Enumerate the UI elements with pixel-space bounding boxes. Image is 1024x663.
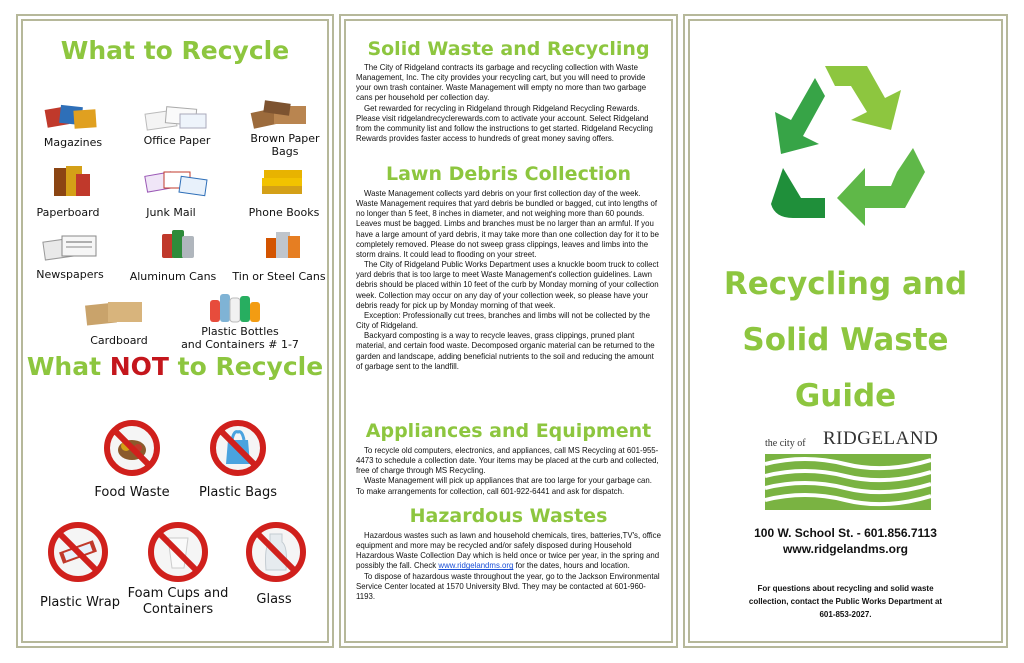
plastic-bags-label: Plastic Bags [198,485,278,500]
paperboard-label: Paperboard [36,206,100,219]
plastic-bags-ban-icon [208,418,268,478]
hazardous-text: Hazardous wastes such as lawn and household chemicals, tires, batteries,TV's, office equipment and more may be recycled and/or safely disposed during Household Hazardous Waste Collection Day which is held once or twice per year, in the spring and possibly the fall. Check www.ridgelandms.org for the dates, hours and location. To dispose of hazardous waste throughout the year, go to the Jackson Environmental Service Center located at 1570 University Blvd. They may be contacted at 601-960-1193. [356,531,661,601]
glass-ban-icon [244,520,308,584]
appliances-text: To recycle old computers, electronics, and appliances, call MS Recycling at 601-955-4473 to schedule a collection date. Your items may be placed at the curb and collected, free of charge through MS Recycling. Waste Management will pick up appliances that are too large for your garbage can. To make arrangements for collection, call 601-922-6441 and ask for dispatch. [356,446,659,496]
what-to-recycle-title: What to Recycle [60,36,290,65]
food-waste-ban-icon [102,418,162,478]
junk-mail-image [144,168,208,198]
information-panel [339,14,678,648]
foam-cups-label-line1: Foam Cups and [127,586,229,601]
brown-paper-bags-image [250,100,312,130]
cover-title-line2: Solid Waste [742,322,949,358]
solid-waste-heading: Solid Waste and Recycling [367,38,650,60]
plastic-bottles-label-line1: Plastic Bottles [201,325,279,338]
newspapers-image [42,232,102,262]
hazardous-heading: Hazardous Wastes [409,505,608,527]
address-text: 100 W. School St. - 601.856.7113 [754,526,937,540]
tin-steel-cans-label: Tin or Steel Cans [232,270,326,283]
aluminum-cans-label: Aluminum Cans [129,270,217,283]
brown-paper-bags-label: Brown Paper Bags [250,132,320,158]
what-not-to-recycle-title: What NOT to Recycle [26,352,324,381]
office-paper-label: Office Paper [143,134,211,147]
cover-title-line1: Recycling and [723,266,968,302]
what-to-recycle-panel [16,14,334,648]
solid-waste-text: The City of Ridgeland contracts its garbage and recycling collection with Waste Management, Inc. The city provides your recycling cart, but you will need to provide your own trash container. Waste Management will empty no more than two garbage cans per household per collection day. Get rewarded for recycling in Ridgeland through Ridgeland Recycling Rewards. Please visit ridgelandrecyclerewards.com to activate your account. Select Ridgeland from the community list and follow the instructions to get started. Ridgeland Recycling Rewards provides faster access to hundreds of great money saving offers. [356,63,653,144]
newspapers-label: Newspapers [36,268,104,281]
cover-title-line3: Guide [794,378,897,414]
recycle-symbol-icon [763,56,933,240]
phone-books-label: Phone Books [248,206,320,219]
website-text: www.ridgelandms.org [783,542,908,556]
tin-steel-cans-image [264,228,304,262]
aluminum-cans-image [160,228,196,262]
magazines-image [42,102,102,132]
cardboard-image [82,296,148,328]
magazines-label: Magazines [43,136,103,149]
cardboard-label: Cardboard [90,334,148,347]
city-logo-waves [765,454,931,510]
plastic-bottles-image [208,290,264,324]
plastic-wrap-label: Plastic Wrap [39,595,120,610]
office-paper-image [144,104,210,132]
food-waste-label: Food Waste [94,485,170,500]
contact-text: For questions about recycling and solid waste collection, contact the Public Works Department at 601-853-2027. [748,584,943,619]
junk-mail-label: Junk Mail [146,206,196,219]
foam-cups-ban-icon [146,520,210,584]
lawn-debris-heading: Lawn Debris Collection [385,163,632,185]
glass-label: Glass [256,592,292,607]
lawn-debris-text: Waste Management collects yard debris on your first collection day of the week. Waste Management requires that yard debris be bundled or bagged, cut into lengths of no longer than 5 feet, 8 inches in diameter, and not weighing more than 60 pounds. Leaves must be bagged. Limbs and branches must be no larger than an armful. If you have a large amount of yard debris, it may take more than one collection day for it to be completely removed. Please do not sweep grass clippings, leaves and limbs into the storm drains. It could lead to flooding on your street. The City of Ridgeland Public Works Department uses a knuckle boom truck to collect yard debris that is too large to meet Waste Management's collection guidelines. Lawn debris should be placed within 10 feet of the curb by Monday morning of your collection week. Collection may occur on any day of your collection week, so please have your debris ready for pick up by Monday morning of that week. Exception: Professionally cut trees, branches and limbs will not be collected by the City of Ridgeland. Backyard composting is a way to recycle leaves, grass clippings, pruned plant material, and certain food waste. Decomposed organic material can be returned to the garden and landscape, adding beneficial nutrients to the soil and reducing the amount of garbage sent to the landfill. [356,189,660,371]
appliances-heading: Appliances and Equipment [365,420,652,442]
city-logo: the city of RIDGELAND [765,428,931,514]
cover-panel [683,14,1008,648]
phone-books-image [260,164,306,198]
plastic-bottles-label-line2: and Containers # 1-7 [181,338,299,351]
paperboard-image [52,164,92,200]
plastic-wrap-ban-icon [46,520,110,584]
ridgeland-website-link[interactable]: www.ridgelandms.org [438,561,514,571]
foam-cups-label-line2: Containers [142,602,214,617]
